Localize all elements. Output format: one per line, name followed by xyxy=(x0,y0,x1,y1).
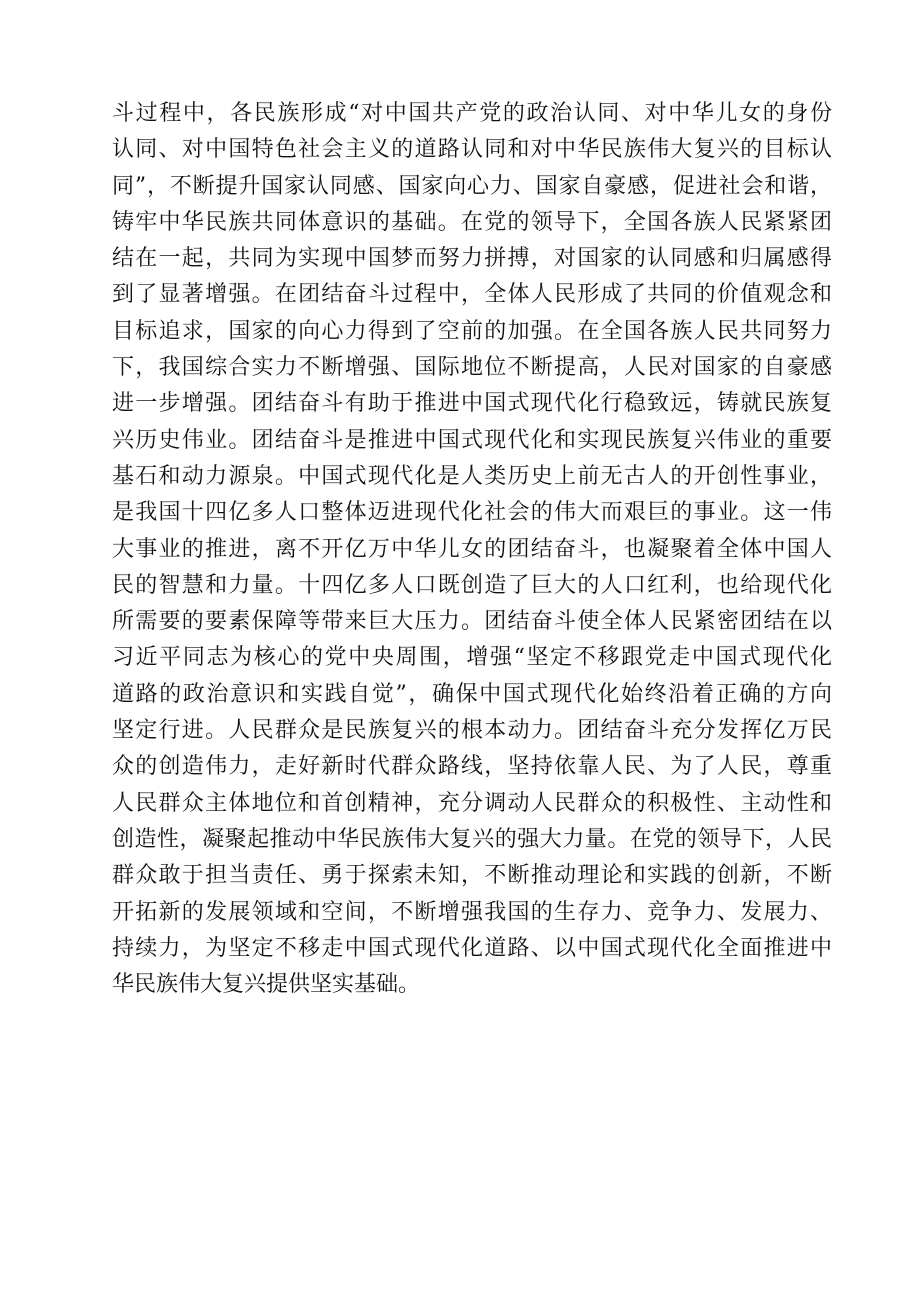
paragraph-line: 结在一起，共同为实现中国梦而努力拼搏，对国家的认同感和归属感得 xyxy=(112,246,832,272)
paragraph-line: 持续力，为坚定不移走中国式现代化道路、以中国式现代化全面推进中 xyxy=(112,935,832,961)
paragraph-line: 开拓新的发展领域和空间，不断增强我国的生存力、竞争力、发展力、 xyxy=(112,899,832,925)
paragraph-line: 斗过程中，各民族形成“对中国共产党的政治认同、对中华儿女的身份 xyxy=(112,101,832,126)
paragraph-line: 道路的政治意识和实践自觉”，确保中国式现代化始终沿着正确的方向 xyxy=(112,681,832,707)
paragraph-line: 坚定行进。人民群众是民族复兴的根本动力。团结奋斗充分发挥亿万民 xyxy=(112,718,832,744)
paragraph-line: 到了显著增强。在团结奋斗过程中，全体人民形成了共同的价值观念和 xyxy=(112,282,832,308)
paragraph-line: 所需要的要素保障等带来巨大压力。团结奋斗使全体人民紧密团结在以 xyxy=(112,609,832,635)
paragraph-line: 群众敢于担当责任、勇于探索未知，不断推动理论和实践的创新，不断 xyxy=(112,863,832,889)
paragraph-line: 同”，不断提升国家认同感、国家向心力、国家自豪感，促进社会和谐， xyxy=(112,173,832,199)
paragraph-line: 人民群众主体地位和首创精神，充分调动人民群众的积极性、主动性和 xyxy=(112,790,832,816)
paragraph-line: 兴历史伟业。团结奋斗是推进中国式现代化和实现民族复兴伟业的重要 xyxy=(112,427,832,453)
paragraph-line: 目标追求，国家的向心力得到了空前的加强。在全国各族人民共同努力 xyxy=(112,318,832,344)
paragraph-line: 大事业的推进，离不开亿万中华儿女的团结奋斗，也凝聚着全体中国人 xyxy=(112,536,832,562)
paragraph-line: 认同、对中国特色社会主义的道路认同和对中华民族伟大复兴的目标认 xyxy=(112,137,832,163)
paragraph-line: 民的智慧和力量。十四亿多人口既创造了巨大的人口红利，也给现代化 xyxy=(112,572,832,598)
paragraph-line: 是我国十四亿多人口整体迈进现代化社会的伟大而艰巨的事业。这一伟 xyxy=(112,500,832,526)
body-paragraph xyxy=(112,96,832,1003)
paragraph-line: 华民族伟大复兴提供坚实基础。 xyxy=(112,972,421,998)
paragraph-line: 基石和动力源泉。中国式现代化是人类历史上前无古人的开创性事业， xyxy=(112,463,832,489)
paragraph-line: 创造性，凝聚起推动中华民族伟大复兴的强大力量。在党的领导下，人民 xyxy=(112,826,832,852)
paragraph-line: 铸牢中华民族共同体意识的基础。在党的领导下，全国各族人民紧紧团 xyxy=(112,209,832,235)
paragraph-line: 进一步增强。团结奋斗有助于推进中国式现代化行稳致远，铸就民族复 xyxy=(112,391,832,417)
paragraph-line: 众的创造伟力，走好新时代群众路线，坚持依靠人民、为了人民，尊重 xyxy=(112,754,832,780)
paragraph-line: 习近平同志为核心的党中央周围，增强“坚定不移跟党走中国式现代化 xyxy=(112,645,832,671)
paragraph-line: 下，我国综合实力不断增强、国际地位不断提高，人民对国家的自豪感 xyxy=(112,355,832,381)
